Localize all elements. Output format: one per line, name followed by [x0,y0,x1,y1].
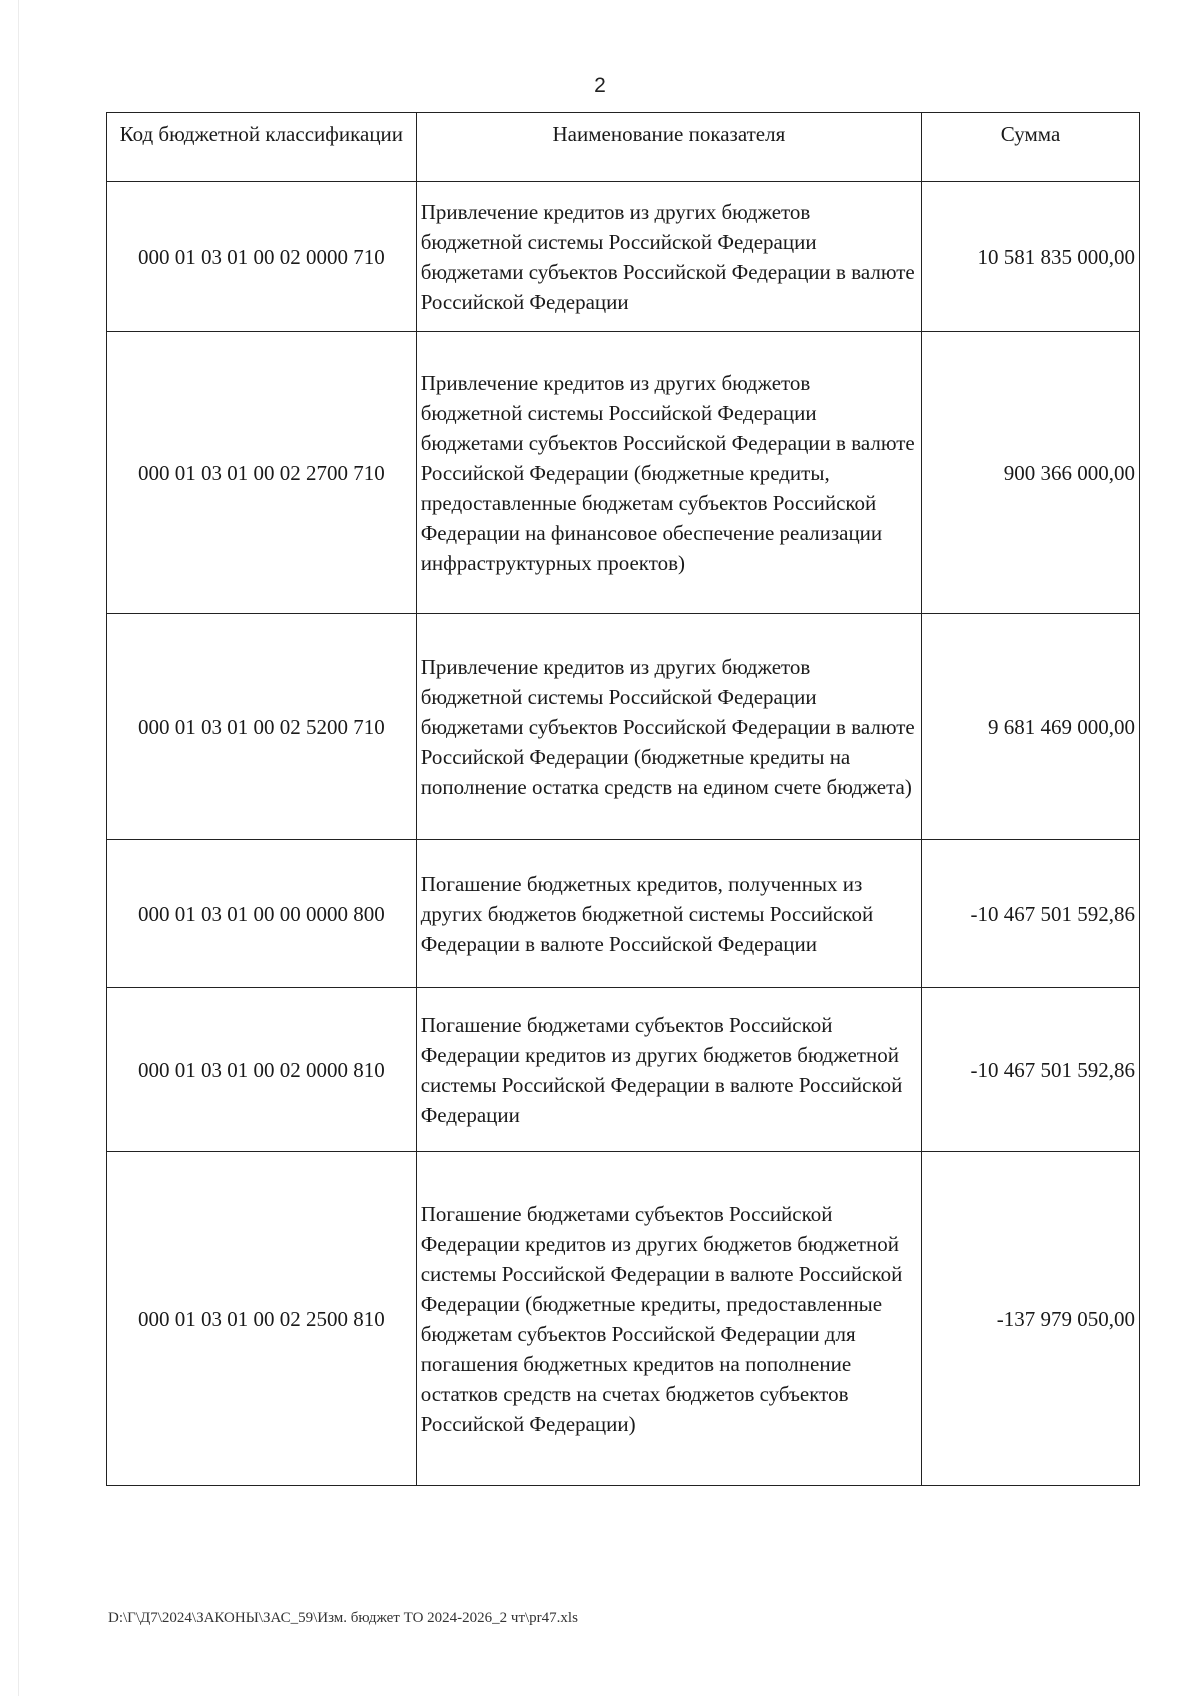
row-name: Погашение бюджетами субъектов Российской Федерации кредитов из других бюджетов бюджетной системы Российской Федерации в валюте Российской Федерации [416,988,921,1152]
row-name: Привлечение кредитов из других бюджетов бюджетной системы Российской Федерации бюджетами субъектов Российской Федерации в валюте Российской Федерации (бюджетные кредиты, предоставленные бюджетам субъектов Российской Федерации на финансовое обеспечение реализации инфраструктурных проектов) [416,332,921,614]
row-sum: -137 979 050,00 [922,1152,1140,1486]
header-sum: Сумма [922,113,1140,182]
row-sum: -10 467 501 592,86 [922,840,1140,988]
header-code: Код бюджетной классификации [107,113,417,182]
row-sum: 900 366 000,00 [922,332,1140,614]
row-code: 000 01 03 01 00 00 0000 800 [107,840,417,988]
row-name: Погашение бюджетных кредитов, полученных из других бюджетов бюджетной системы Российской Федерации в валюте Российской Федерации [416,840,921,988]
row-sum: 9 681 469 000,00 [922,614,1140,840]
row-code: 000 01 03 01 00 02 0000 810 [107,988,417,1152]
row-code: 000 01 03 01 00 02 5200 710 [107,614,417,840]
scan-margin-line [18,0,19,1696]
table-row [107,1152,1140,1486]
file-path-footer: D:\Г\Д7\2024\ЗАКОНЫ\ЗАС_59\Изм. бюджет ТО 2024-2026_2 чт\pr47.xls [108,1610,578,1626]
row-code: 000 01 03 01 00 02 0000 710 [107,182,417,332]
table-header-row [107,113,1140,182]
page-number: 2 [594,74,606,97]
row-name: Привлечение кредитов из других бюджетов бюджетной системы Российской Федерации бюджетами субъектов Российской Федерации в валюте Российской Федерации [416,182,921,332]
table-row [107,614,1140,840]
table-row [107,840,1140,988]
row-code: 000 01 03 01 00 02 2700 710 [107,332,417,614]
row-code: 000 01 03 01 00 02 2500 810 [107,1152,417,1486]
row-name: Погашение бюджетами субъектов Российской Федерации кредитов из других бюджетов бюджетной системы Российской Федерации в валюте Российской Федерации (бюджетные кредиты, предоставленные бюджетам субъектов Российской Федерации для погашения бюджетных кредитов на пополнение остатков средств на счетах бюджетов субъектов Российской Федерации) [416,1152,921,1486]
table-row [107,332,1140,614]
row-sum: -10 467 501 592,86 [922,988,1140,1152]
row-name: Привлечение кредитов из других бюджетов бюджетной системы Российской Федерации бюджетами субъектов Российской Федерации в валюте Российской Федерации (бюджетные кредиты на пополнение остатка средств на едином счете бюджета) [416,614,921,840]
table-row [107,182,1140,332]
row-sum: 10 581 835 000,00 [922,182,1140,332]
budget-table [106,112,1140,1486]
header-name: Наименование показателя [416,113,921,182]
table-row [107,988,1140,1152]
